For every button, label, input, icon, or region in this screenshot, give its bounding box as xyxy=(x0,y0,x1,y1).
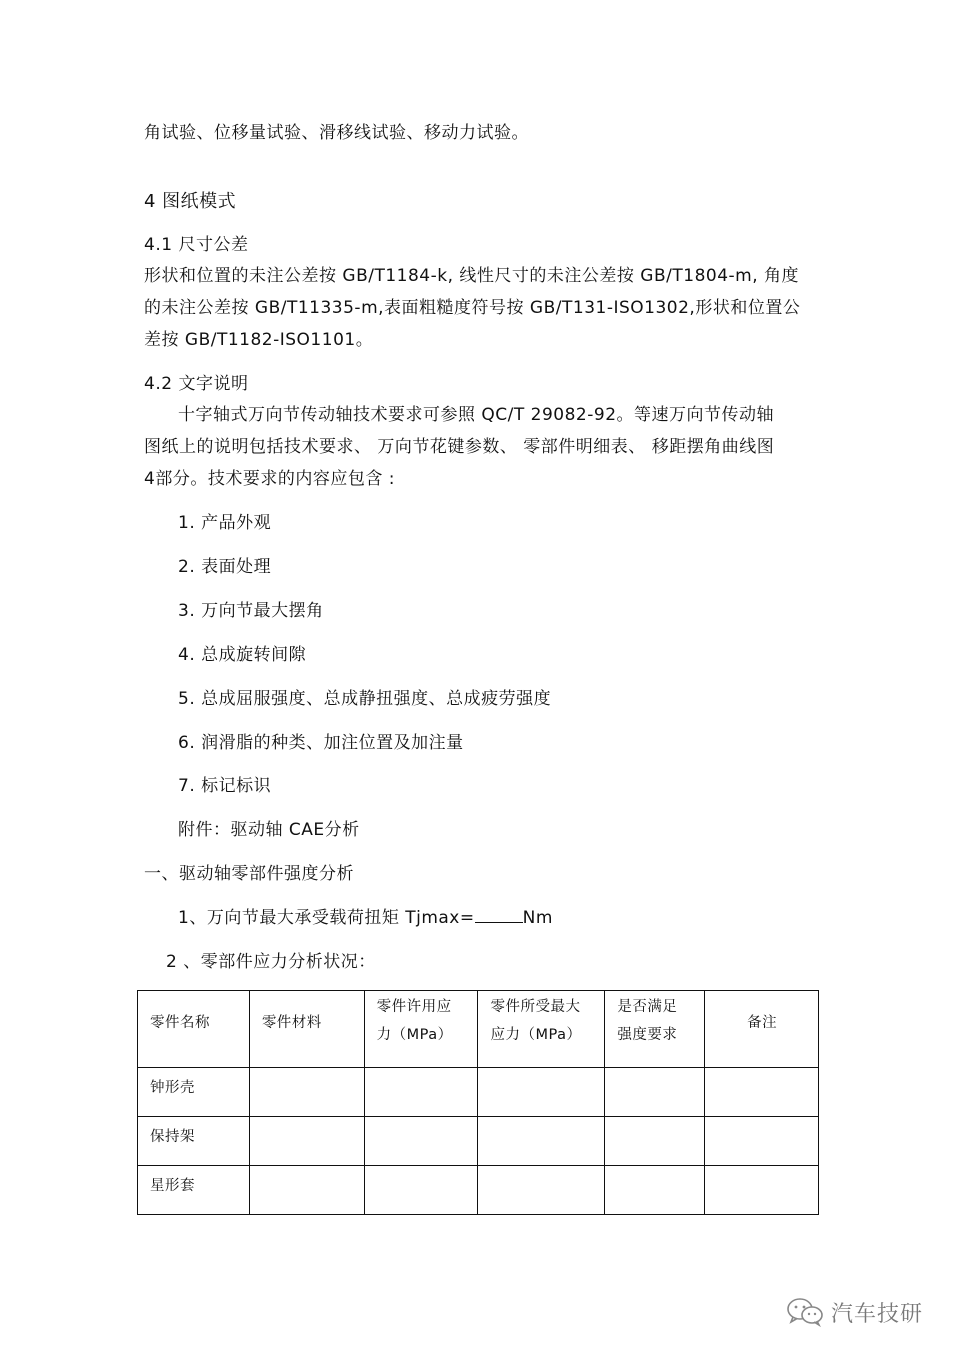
section-4-2-line-3: 4部分。技术要求的内容应包含 : xyxy=(144,469,395,489)
table-cell xyxy=(249,1117,364,1166)
header-line: 零件许用应 xyxy=(376,999,452,1015)
stress-analysis-table xyxy=(137,990,819,1215)
header-line: 强度要求 xyxy=(617,1027,678,1043)
table-cell xyxy=(705,1117,819,1166)
stress-analysis-title: 2 、零部件应力分析状况： xyxy=(166,952,376,972)
table-cell xyxy=(605,1117,705,1166)
header-max-stress xyxy=(478,991,605,1068)
table-cell: 保持架 xyxy=(138,1117,250,1166)
section-4-1-line-3: 差按 GB/T1182-ISO1101。 xyxy=(144,330,374,350)
list-item: 1. 产品外观 xyxy=(178,513,272,533)
max-torque-label: 1、万向节最大承受载荷扭矩 Tjmax= xyxy=(178,908,475,928)
list-item: 2. 表面处理 xyxy=(178,557,272,577)
max-torque-line xyxy=(178,907,553,929)
header-line: 应力（MPa） xyxy=(490,1027,582,1043)
watermark xyxy=(785,1296,923,1328)
list-item: 5. 总成屈服强度、总成静扭强度、总成疲劳强度 xyxy=(178,689,552,709)
table-cell xyxy=(478,1068,605,1117)
section-4-1-line-1: 形状和位置的未注公差按 GB/T1184-k, 线性尺寸的未注公差按 GB/T1804-m, 角度 xyxy=(144,266,800,286)
section-4-1-line-2: 的未注公差按 GB/T11335-m,表面粗糙度符号按 GB/T131-ISO1302,形状和位置公 xyxy=(144,298,801,318)
table-cell xyxy=(478,1166,605,1215)
list-item: 7. 标记标识 xyxy=(178,776,272,796)
table-cell xyxy=(364,1166,478,1215)
wechat-icon xyxy=(785,1296,825,1328)
list-item: 6. 润滑脂的种类、加注位置及加注量 xyxy=(178,733,464,753)
table-cell xyxy=(249,1166,364,1215)
section-4-2-line-2: 图纸上的说明包括技术要求、 万向节花键参数、 零部件明细表、 移距摆角曲线图 xyxy=(144,437,775,457)
table-cell xyxy=(605,1166,705,1215)
header-line: 零件材料 xyxy=(261,1015,322,1031)
section-4-1-title: 4.1 尺寸公差 xyxy=(144,235,249,255)
table-cell xyxy=(705,1166,819,1215)
table-cell xyxy=(364,1068,478,1117)
header-line: 是否满足 xyxy=(617,999,678,1015)
part-1-title: 一、驱动轴零部件强度分析 xyxy=(144,864,354,884)
table-cell xyxy=(705,1068,819,1117)
header-meets-strength xyxy=(605,991,705,1068)
table-row xyxy=(138,1166,819,1215)
header-allowable-stress xyxy=(364,991,478,1068)
table-header-row xyxy=(138,991,819,1068)
watermark-text: 汽车技研 xyxy=(831,1301,924,1327)
table-row xyxy=(138,1068,819,1117)
header-line: 零件所受最大 xyxy=(490,999,581,1015)
section-4-title: 4 图纸模式 xyxy=(144,191,237,212)
table-cell xyxy=(478,1117,605,1166)
header-line: 备注 xyxy=(747,1015,778,1031)
header-part-material xyxy=(249,991,364,1068)
table-cell xyxy=(249,1068,364,1117)
table-cell xyxy=(364,1117,478,1166)
header-line: 零件名称 xyxy=(150,1015,210,1031)
list-item: 3. 万向节最大摆角 xyxy=(178,601,324,621)
max-torque-unit: Nm xyxy=(522,908,553,928)
header-line: 力（MPa） xyxy=(376,1027,453,1043)
list-item: 4. 总成旋转间隙 xyxy=(178,645,307,665)
table-cell xyxy=(605,1068,705,1117)
section-4-2-line-1: 十字轴式万向节传动轴技术要求可参照 QC/T 29082-92。等速万向节传动轴 xyxy=(178,405,775,425)
table-cell: 钟形壳 xyxy=(138,1068,250,1117)
table-cell: 星形套 xyxy=(138,1166,250,1215)
attachment-line: 附件：驱动轴 CAE分析 xyxy=(178,820,360,840)
header-remarks xyxy=(705,991,819,1068)
continued-line: 角试验、位移量试验、滑移线试验、移动力试验。 xyxy=(144,123,529,143)
max-torque-blank xyxy=(475,922,523,923)
section-4-2-title: 4.2 文字说明 xyxy=(144,374,249,394)
header-part-name xyxy=(138,991,250,1068)
table-row xyxy=(138,1117,819,1166)
